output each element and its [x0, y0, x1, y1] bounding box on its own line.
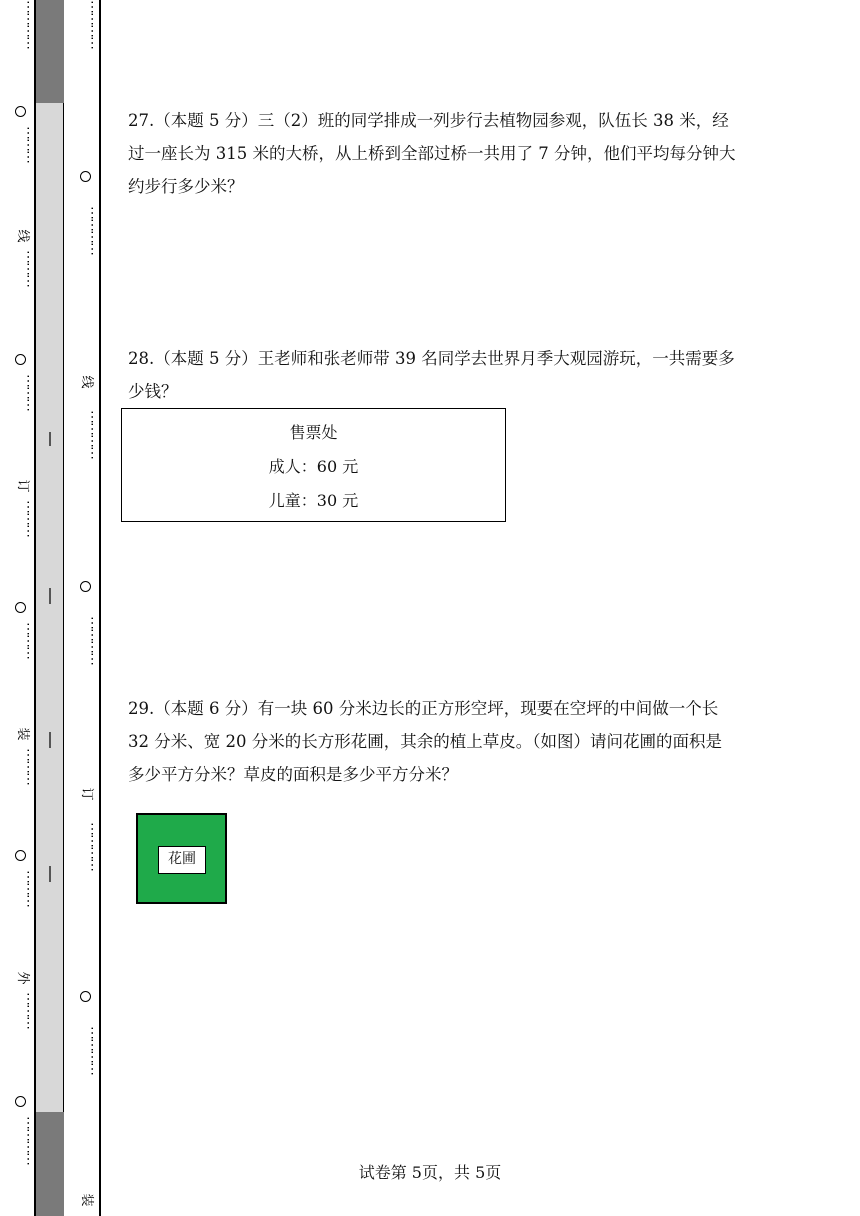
outer-circle-5 — [15, 1096, 26, 1107]
inner-circle-2 — [80, 581, 91, 592]
page-footer: 试卷第 5页，共 5页 — [358, 1163, 502, 1182]
question-number: 27. — [128, 111, 155, 130]
inner-dots-6: ⋯⋯⋯⋯ — [84, 1026, 100, 1074]
question-27 — [128, 104, 738, 203]
question-29 — [128, 692, 738, 791]
outer-dots-9: ⋯⋯⋯ — [20, 992, 36, 1028]
question-text: （本题 6 分）有一块 60 分米边长的正方形空坪，现要在空坪的中间做一个长 32 分米、宽 20 分米的长方形花圃，其余的植上草皮。（如图）请问花圃的面积是多少平方分米？草皮的面积是多少平方分米？ — [128, 699, 722, 784]
outer-dots-5: ⋯⋯⋯ — [20, 500, 36, 536]
ticket-sign — [121, 408, 506, 522]
inner-circle-1 — [80, 171, 91, 182]
outer-dots-4: ⋯⋯⋯ — [20, 374, 36, 410]
band-dash — [49, 588, 51, 604]
inner-label-line: 线 — [79, 375, 94, 389]
binding-band — [36, 0, 64, 1216]
inner-dots-4: ⋯⋯⋯⋯ — [84, 616, 100, 664]
outer-label-outside: 外 — [15, 971, 30, 985]
inner-label-bind: 订 — [79, 787, 94, 801]
band-dash — [49, 866, 51, 882]
flower-bed: 花圃 — [158, 846, 206, 874]
outer-dots-6: ⋯⋯⋯ — [20, 622, 36, 658]
inner-dots-3: ⋯⋯⋯⋯ — [84, 410, 100, 458]
inner-circle-3 — [80, 991, 91, 1002]
question-number: 29. — [128, 699, 155, 718]
binding-block-top — [36, 0, 64, 103]
outer-circle-4 — [15, 850, 26, 861]
outer-label-install: 装 — [15, 727, 30, 741]
lawn-figure — [136, 813, 227, 904]
question-28 — [128, 342, 738, 408]
outer-dots-10: ⋯⋯⋯⋯ — [20, 1116, 36, 1164]
outer-circle-2 — [15, 354, 26, 365]
outer-label-line: 线 — [15, 229, 30, 243]
question-number: 28. — [128, 349, 155, 368]
band-dash — [49, 732, 51, 748]
question-text: （本题 5 分）三（2）班的同学排成一列步行去植物园参观，队伍长 38 米，经过一座长为 315 米的大桥，从上桥到全部过桥一共用了 7 分钟，他们平均每分钟大约步行多少米？ — [128, 111, 736, 196]
question-text: （本题 5 分）王老师和张老师带 39 名同学去世界月季大观园游玩，一共需要多少钱？ — [128, 349, 735, 401]
band-dash — [49, 432, 51, 446]
outer-label-bind: 订 — [15, 479, 30, 493]
outer-dots-8: ⋯⋯⋯ — [20, 870, 36, 906]
inner-dots-2: ⋯⋯⋯⋯ — [84, 206, 100, 254]
ticket-child-price: 儿童：30 元 — [268, 491, 359, 510]
outer-circle-3 — [15, 602, 26, 613]
outer-dots-2: ⋯⋯⋯ — [20, 126, 36, 162]
outer-dots-3: ⋯⋯⋯ — [20, 250, 36, 286]
inner-dots-5: ⋯⋯⋯⋯ — [84, 822, 100, 870]
ticket-title: 售票处 — [289, 423, 338, 442]
ticket-adult-price: 成人：60 元 — [268, 457, 359, 476]
inner-label-install: 装 — [79, 1193, 94, 1207]
outer-dots-7: ⋯⋯⋯ — [20, 748, 36, 784]
inner-dots-1: ⋯⋯⋯⋯ — [84, 0, 100, 48]
outer-circle-1 — [15, 106, 26, 117]
outer-dots-1: ⋯⋯⋯⋯ — [20, 0, 36, 48]
